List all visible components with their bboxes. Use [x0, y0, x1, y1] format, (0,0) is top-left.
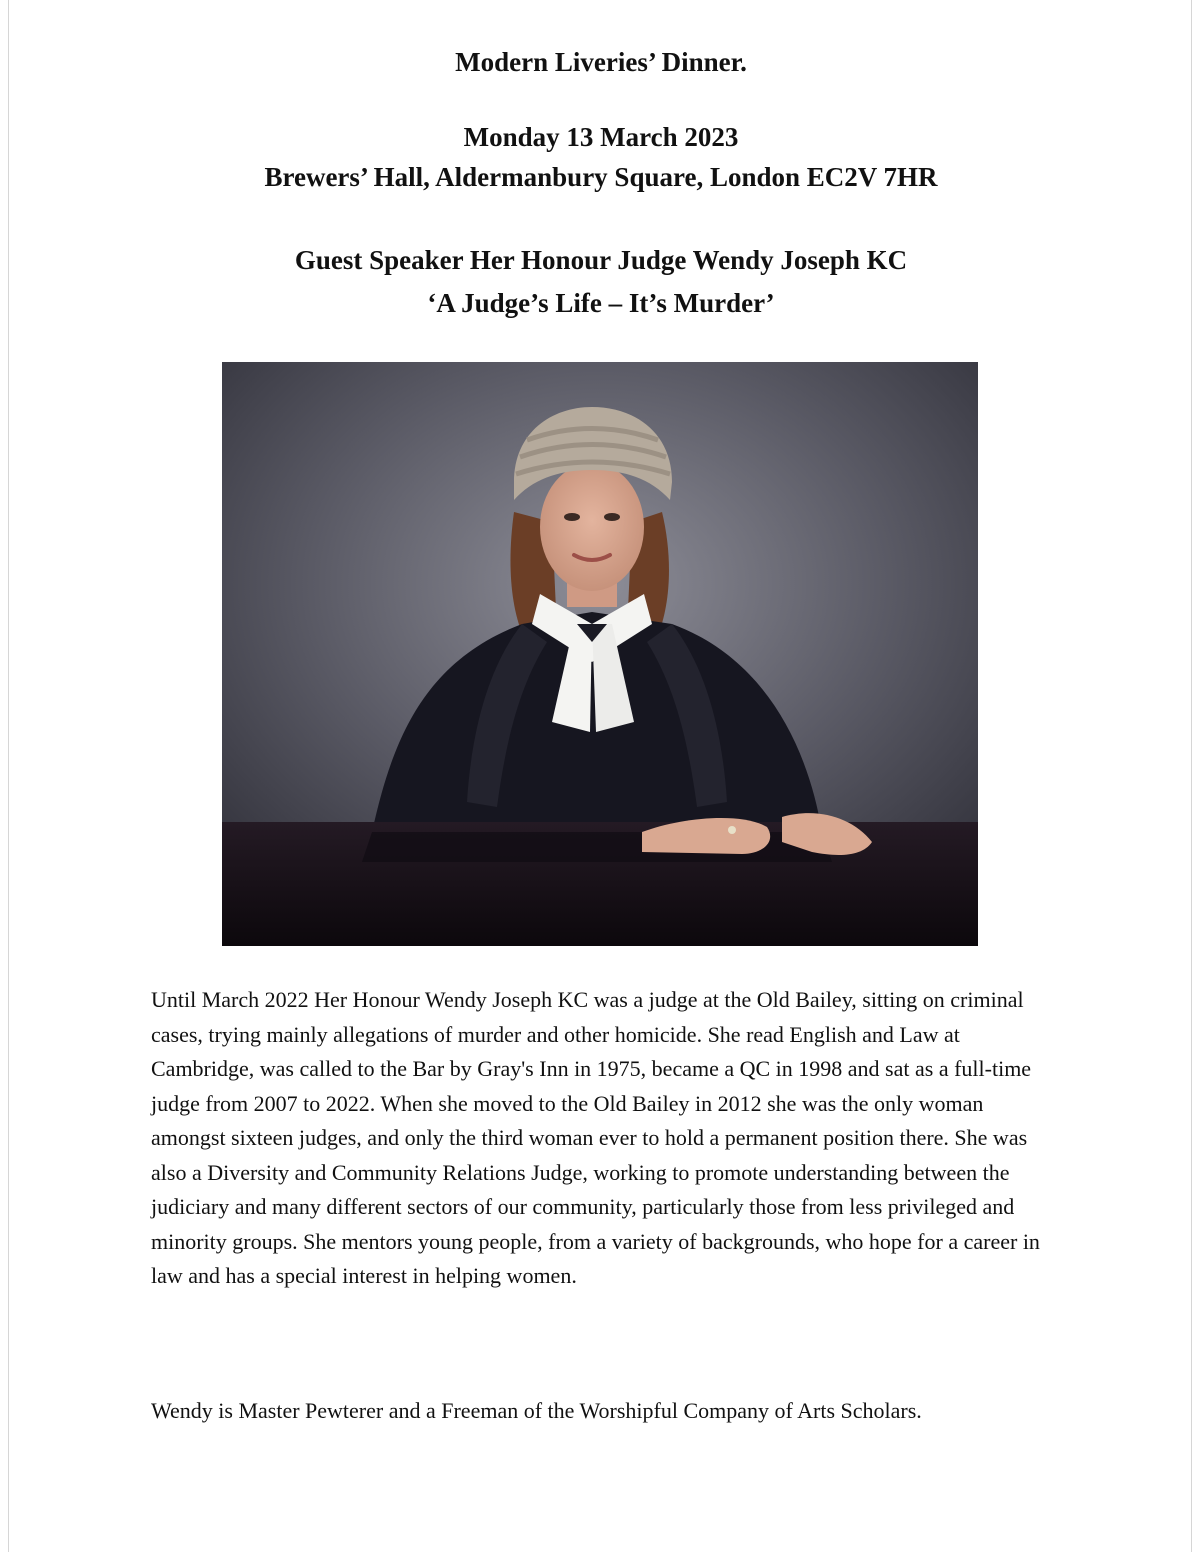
document-title: Modern Liveries’ Dinner. [455, 47, 747, 77]
judge-portrait-illustration [222, 362, 978, 946]
eye-right [604, 513, 620, 521]
face [540, 463, 644, 591]
eye-left [564, 513, 580, 521]
talk-title: ‘A Judge’s Life – It’s Murder’ [427, 288, 775, 318]
bio-paragraph-1: Until March 2022 Her Honour Wendy Joseph KC was a judge at the Old Bailey, sitting on criminal cases, trying mainly allegations of murder and other homicide. She read English and Law at Cambridge, was called to the Bar by Gray's Inn in 1975, became a QC in 1998 and sat as a full-time judge from 2007 to 2022. When she moved to the Old Bailey in 2012 she was the only woman amongst sixteen judges, and only the third woman ever to hold a permanent position there. She was also a Diversity and Community Relations Judge, working to promote understanding between the judiciary and many different sectors of our community, particularly those from less privileged and minority groups. She mentors young people, from a variety of backgrounds, who hope for a career in law and has a special interest in helping women. [151, 987, 1040, 1288]
bio-paragraph-2: Wendy is Master Pewterer and a Freeman of the Worshipful Company of Arts Scholars. [151, 1398, 922, 1423]
event-venue: Brewers’ Hall, Aldermanbury Square, London EC2V 7HR [264, 162, 938, 192]
document-page [8, 0, 1192, 1552]
guest-speaker: Guest Speaker Her Honour Judge Wendy Joseph KC [294, 245, 908, 275]
ring [728, 826, 736, 834]
judge-portrait-photo [222, 362, 978, 946]
event-date: Monday 13 March 2023 [463, 122, 739, 152]
